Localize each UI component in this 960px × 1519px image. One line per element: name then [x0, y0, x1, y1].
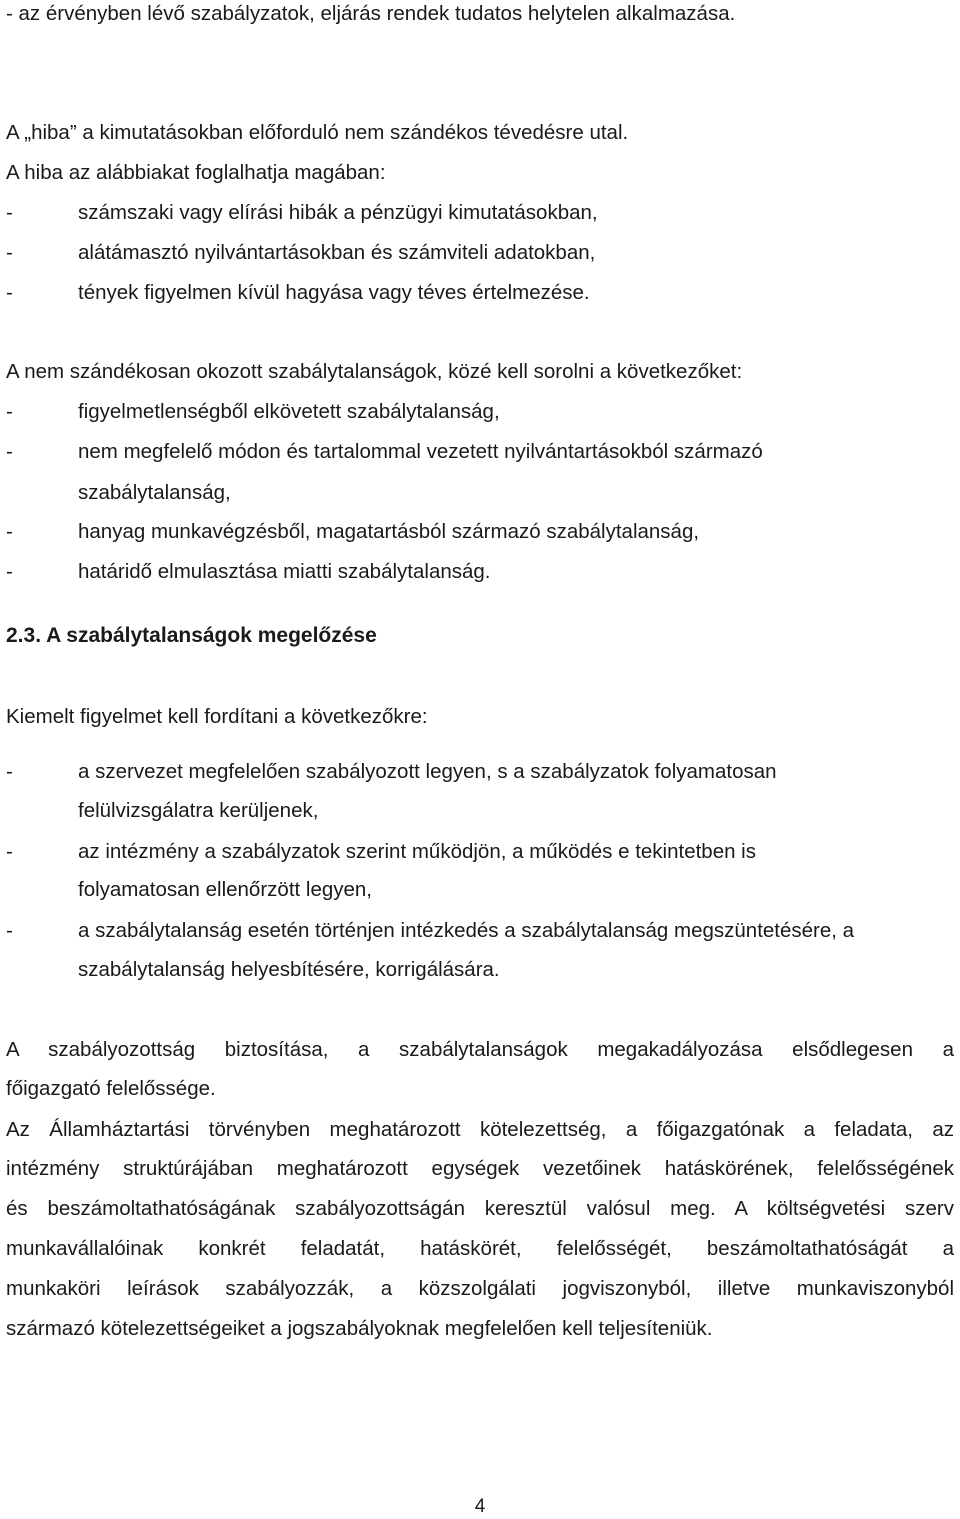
justified-line [6, 1197, 954, 1221]
justified-text: munkaköri leírások szabályozzák, a közszolgálati jogviszonyból, illetve munkaviszonyból [6, 1277, 954, 1300]
justified-text: A szabályozottság biztosítása, a szabálytalanságok megakadályozása elsődlegesen a [6, 1038, 954, 1061]
list-dash: - [6, 281, 13, 304]
list-dash: - [6, 919, 13, 942]
paragraph-line: származó kötelezettségeiket a jogszabályoknak megfelelően kell teljesíteniük. [6, 1317, 713, 1340]
text-line: - az érvényben lévő szabályzatok, eljárás rendek tudatos helytelen alkalmazása. [6, 2, 736, 25]
justified-text: intézmény struktúrájában meghatározott egységek vezetőinek hatáskörének, felelősségének [6, 1157, 954, 1180]
list-item-continuation: folyamatosan ellenőrzött legyen, [78, 878, 373, 901]
paragraph-line: Kiemelt figyelmet kell fordítani a következőkre: [6, 705, 428, 728]
list-item-continuation: szabálytalanság helyesbítésére, korrigálására. [78, 958, 500, 981]
justified-text: munkavállalóinak konkrét feladatát, hatáskörét, felelősségét, beszámoltathatóságát a [6, 1237, 954, 1260]
list-dash: - [6, 760, 13, 783]
list-item: hanyag munkavégzésből, magatartásból származó szabálytalanság, [78, 520, 700, 543]
list-item: nem megfelelő módon és tartalommal vezetett nyilvántartásokból származó [78, 440, 763, 463]
justified-text: és beszámoltathatóságának szabályozottságán keresztül valósul meg. A költségvetési szerv [6, 1197, 954, 1220]
paragraph-line: A „hiba” a kimutatásokban előforduló nem szándékos tévedésre utal. [6, 121, 629, 144]
list-dash: - [6, 400, 13, 423]
list-dash: - [6, 840, 13, 863]
list-dash: - [6, 201, 13, 224]
justified-line [6, 1277, 954, 1301]
list-item: a szabálytalanság esetén történjen intézkedés a szabálytalanság megszüntetésére, a [78, 919, 855, 942]
list-dash: - [6, 520, 13, 543]
page-number: 4 [474, 1496, 486, 1517]
paragraph-line: főigazgató felelőssége. [6, 1077, 216, 1100]
list-item: az intézmény a szabályzatok szerint működjön, a működés e tekintetben is [78, 840, 756, 863]
section-heading: 2.3. A szabálytalanságok megelőzése [6, 624, 377, 647]
justified-line [6, 1038, 954, 1062]
list-item: tények figyelmen kívül hagyása vagy téves értelmezése. [78, 281, 590, 304]
list-item-continuation: szabálytalanság, [78, 481, 231, 504]
list-item: a szervezet megfelelően szabályozott legyen, s a szabályzatok folyamatosan [78, 760, 777, 783]
justified-line [6, 1237, 954, 1261]
paragraph-line: A nem szándékosan okozott szabálytalanságok, közé kell sorolni a következőket: [6, 360, 743, 383]
list-dash: - [6, 241, 13, 264]
list-dash: - [6, 440, 13, 463]
list-item: határidő elmulasztása miatti szabálytalanság. [78, 560, 491, 583]
list-dash: - [6, 560, 13, 583]
list-item-continuation: felülvizsgálatra kerüljenek, [78, 799, 319, 822]
justified-line [6, 1157, 954, 1181]
paragraph-line: A hiba az alábbiakat foglalhatja magában: [6, 161, 386, 184]
list-item: számszaki vagy elírási hibák a pénzügyi kimutatásokban, [78, 201, 598, 224]
justified-text: Az Államháztartási törvényben meghatározott kötelezettség, a főigazgatónak a feladata, az [6, 1118, 954, 1141]
justified-line [6, 1118, 954, 1142]
list-item: figyelmetlenségből elkövetett szabálytalanság, [78, 400, 500, 423]
list-item: alátámasztó nyilvántartásokban és számviteli adatokban, [78, 241, 596, 264]
